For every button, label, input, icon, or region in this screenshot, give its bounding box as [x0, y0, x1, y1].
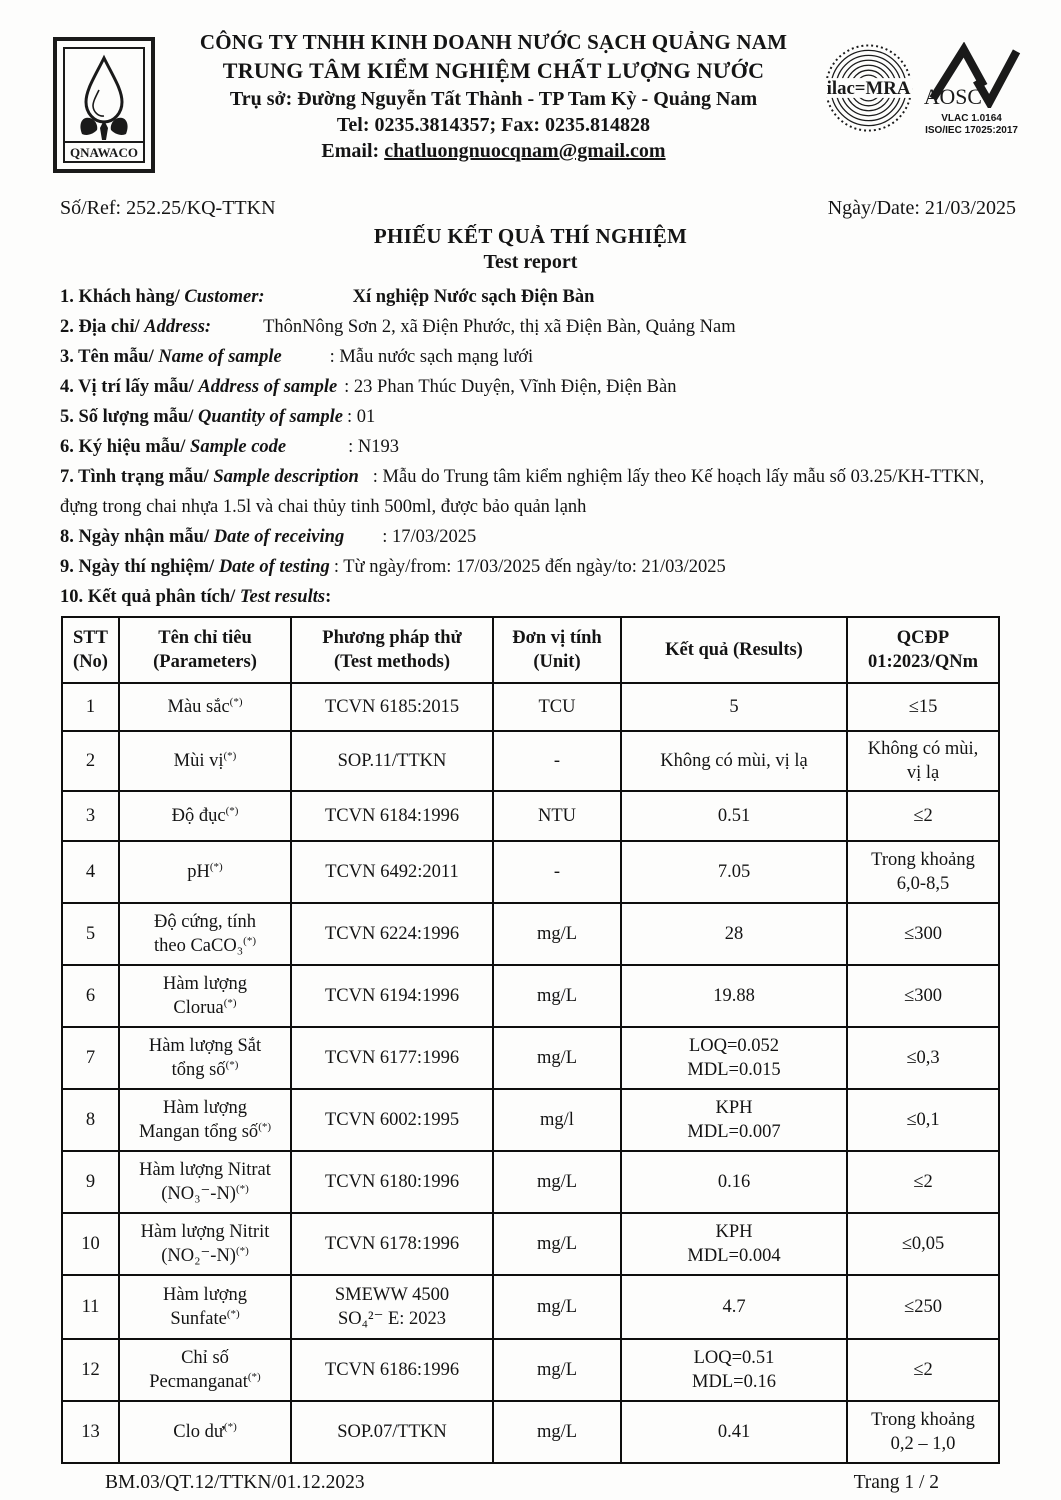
cell-method: TCVN 6492:2011 [291, 841, 493, 903]
results-table [61, 616, 1000, 1464]
info-item-sample-address: 4. Vị trí lấy mẫu/ Address of sample : 23 Phan Thúc Duyện, Vĩnh Điện, Điện Bàn [60, 377, 677, 397]
sample-info-list [0, 274, 1061, 612]
cell-param: Hàm lượng Nitrat (NO₃⁻-N)(*) [119, 1151, 291, 1213]
table-row [62, 731, 999, 791]
cell-unit: mg/l [493, 1089, 621, 1151]
cell-unit: mg/L [493, 1401, 621, 1463]
results-table-header-row [62, 617, 999, 683]
cell-method: TCVN 6194:1996 [291, 965, 493, 1027]
table-row [62, 1401, 999, 1463]
cell-result: KPH MDL=0.004 [621, 1213, 847, 1275]
cell-result: 4.7 [621, 1275, 847, 1339]
company-address: Trụ sở: Đường Nguyễn Tất Thành - TP Tam Kỳ - Quảng Nam [229, 88, 758, 110]
cell-param: Độ đục(*) [119, 791, 291, 841]
cell-no: 8 [62, 1089, 119, 1151]
cell-result: 7.05 [621, 841, 847, 903]
cell-no: 12 [62, 1339, 119, 1401]
cell-unit: mg/L [493, 1339, 621, 1401]
cell-param: Hàm lượng Mangan tổng số(*) [119, 1089, 291, 1151]
letterhead [0, 0, 1061, 179]
cell-no: 4 [62, 841, 119, 903]
col-header-method: Phương pháp thử (Test methods) [291, 617, 493, 683]
cell-unit: mg/L [493, 1275, 621, 1339]
cell-method: TCVN 6186:1996 [291, 1339, 493, 1401]
cell-limit: Trong khoảng 0,2 – 1,0 [847, 1401, 999, 1463]
cell-unit: - [493, 731, 621, 791]
form-code: BM.03/QT.12/TTKN/01.12.2023 [105, 1472, 365, 1493]
cell-limit: ≤2 [847, 791, 999, 841]
cell-param: pH(*) [119, 841, 291, 903]
cell-result: 28 [621, 903, 847, 965]
cell-method: TCVN 6224:1996 [291, 903, 493, 965]
aosc-logo-icon [922, 42, 1022, 108]
cell-limit: ≤0,3 [847, 1027, 999, 1089]
info-item-date-testing: 9. Ngày thí nghiệm/ Date of testing : Từ ngày/from: 17/03/2025 đến ngày/to: 21/03/2025 [60, 557, 726, 577]
cell-method: SMEWW 4500 SO₄²⁻ E: 2023 [291, 1275, 493, 1339]
cell-unit: mg/L [493, 965, 621, 1027]
cell-no: 3 [62, 791, 119, 841]
table-row [62, 1275, 999, 1339]
cell-method: TCVN 6184:1996 [291, 791, 493, 841]
cell-param: Clo dư(*) [119, 1401, 291, 1463]
col-header-result: Kết quả (Results) [621, 617, 847, 683]
cell-no: 7 [62, 1027, 119, 1089]
cell-limit: ≤300 [847, 903, 999, 965]
cell-unit: mg/L [493, 1027, 621, 1089]
col-header-no: STT (No) [62, 617, 119, 683]
cell-result: KPH MDL=0.007 [621, 1089, 847, 1151]
cell-result: Không có mùi, vị lạ [621, 731, 847, 791]
info-item-quantity: 5. Số lượng mẫu/ Quantity of sample : 01 [60, 407, 376, 427]
col-header-limit: QCĐP 01:2023/QNm [847, 617, 999, 683]
report-title-en: Test report [483, 251, 578, 273]
cell-no: 10 [62, 1213, 119, 1275]
table-row [62, 965, 999, 1027]
info-item-sample-description: 7. Tình trạng mẫu/ Sample description : Mẫu do Trung tâm kiểm nghiệm lấy theo Kế hoạch lấy mẫu số 03.25/KH-TTKN, đựng trong chai nhựa 1.5l và chai thủy tinh 500ml, được bảo quản lạnh [60, 467, 985, 517]
table-row [62, 1027, 999, 1089]
table-row [62, 1339, 999, 1401]
qnawaco-logo [52, 30, 164, 179]
report-title-vn: PHIẾU KẾT QUẢ THÍ NGHIỆM [373, 224, 688, 248]
company-name: CÔNG TY TNHH KINH DOANH NƯỚC SẠCH QUẢNG NAM [199, 30, 788, 54]
info-item-sample-name: 3. Tên mẫu/ Name of sample : Mẫu nước sạch mạng lưới [60, 347, 534, 367]
table-row [62, 791, 999, 841]
vlac-number: VLAC 1.0164 [941, 113, 1002, 124]
letterhead-text [164, 30, 823, 163]
results-heading: 10. Kết quả phân tích/ Test results: [60, 587, 332, 607]
aosc-logo-block [920, 42, 1023, 137]
cell-param: Hàm lượng Nitrit (NO₂⁻-N)(*) [119, 1213, 291, 1275]
cell-unit: mg/L [493, 903, 621, 965]
cell-unit: NTU [493, 791, 621, 841]
cell-param: Mùi vị(*) [119, 731, 291, 791]
cell-unit: mg/L [493, 1213, 621, 1275]
cell-no: 1 [62, 683, 119, 731]
cell-result: 0.16 [621, 1151, 847, 1213]
cell-limit: ≤2 [847, 1151, 999, 1213]
company-email-line [168, 140, 819, 163]
cell-limit: ≤300 [847, 965, 999, 1027]
iso-standard: ISO/IEC 17025:2017 [925, 125, 1018, 136]
info-item-address: 2. Địa chỉ/ Address: ThônNông Sơn 2, xã Điện Phước, thị xã Điện Bàn, Quảng Nam [60, 317, 736, 337]
ilac-mra-text: ilac=MRA [826, 77, 911, 99]
page-number: Trang 1 / 2 [853, 1472, 939, 1493]
cell-result: 0.51 [621, 791, 847, 841]
cell-param: Độ cứng, tính theo CaCO₃(*) [119, 903, 291, 965]
cell-limit: ≤250 [847, 1275, 999, 1339]
cell-limit: ≤0,05 [847, 1213, 999, 1275]
cell-result: LOQ=0.052 MDL=0.015 [621, 1027, 847, 1089]
cell-result: 19.88 [621, 965, 847, 1027]
cell-no: 5 [62, 903, 119, 965]
cell-param: Hàm lượng Clorua(*) [119, 965, 291, 1027]
table-row [62, 1213, 999, 1275]
accreditation-logos [823, 30, 1023, 137]
info-item-sample-code: 6. Ký hiệu mẫu/ Sample code : N193 [60, 437, 399, 457]
cell-method: SOP.11/TTKN [291, 731, 493, 791]
cell-method: TCVN 6180:1996 [291, 1151, 493, 1213]
cell-method: TCVN 6185:2015 [291, 683, 493, 731]
meta-line [0, 179, 1061, 220]
table-row [62, 1151, 999, 1213]
cell-method: TCVN 6002:1995 [291, 1089, 493, 1151]
cell-method: SOP.07/TTKN [291, 1401, 493, 1463]
cell-no: 2 [62, 731, 119, 791]
cell-limit: ≤2 [847, 1339, 999, 1401]
page-footer [0, 1464, 1061, 1494]
cell-result: LOQ=0.51 MDL=0.16 [621, 1339, 847, 1401]
cell-param: Màu sắc(*) [119, 683, 291, 731]
aosc-text: AOSC [923, 85, 982, 108]
company-telfax: Tel: 0235.3814357; Fax: 0235.814828 [336, 114, 651, 136]
table-row [62, 841, 999, 903]
report-ref: Số/Ref: 252.25/KQ-TTKN [60, 197, 276, 219]
col-header-param: Tên chỉ tiêu (Parameters) [119, 617, 291, 683]
cell-no: 13 [62, 1401, 119, 1463]
info-item-customer: 1. Khách hàng/ Customer: Xí nghiệp Nước sạch Điện Bàn [60, 287, 595, 307]
water-drop-logo-icon [52, 36, 156, 174]
cell-param: Hàm lượng Sunfate(*) [119, 1275, 291, 1339]
email-label: Email: [321, 140, 385, 162]
cell-method: TCVN 6178:1996 [291, 1213, 493, 1275]
center-name: TRUNG TÂM KIỂM NGHIỆM CHẤT LƯỢNG NƯỚC [222, 58, 765, 83]
cell-method: TCVN 6177:1996 [291, 1027, 493, 1089]
ilac-mra-stamp-icon [823, 42, 914, 134]
cell-limit: Trong khoảng 6,0-8,5 [847, 841, 999, 903]
cell-limit: ≤15 [847, 683, 999, 731]
email-address: chatluongnuocqnam@gmail.com [384, 140, 666, 162]
cell-unit: - [493, 841, 621, 903]
report-date: Ngày/Date: 21/03/2025 [827, 197, 1016, 219]
cell-limit: ≤0,1 [847, 1089, 999, 1151]
cell-unit: mg/L [493, 1151, 621, 1213]
info-item-date-receiving: 8. Ngày nhận mẫu/ Date of receiving : 17/03/2025 [60, 527, 477, 547]
cell-no: 11 [62, 1275, 119, 1339]
cell-param: Hàm lượng Sắt tổng số(*) [119, 1027, 291, 1089]
table-row [62, 903, 999, 965]
results-table-body [62, 683, 999, 1463]
cell-no: 9 [62, 1151, 119, 1213]
cell-unit: TCU [493, 683, 621, 731]
table-row [62, 683, 999, 731]
cell-no: 6 [62, 965, 119, 1027]
cell-param: Chỉ số Pecmanganat(*) [119, 1339, 291, 1401]
cell-result: 5 [621, 683, 847, 731]
cell-limit: Không có mùi, vị lạ [847, 731, 999, 791]
cell-result: 0.41 [621, 1401, 847, 1463]
col-header-unit: Đơn vị tính (Unit) [493, 617, 621, 683]
qnawaco-logo-text: QNAWACO [70, 145, 138, 160]
table-row [62, 1089, 999, 1151]
